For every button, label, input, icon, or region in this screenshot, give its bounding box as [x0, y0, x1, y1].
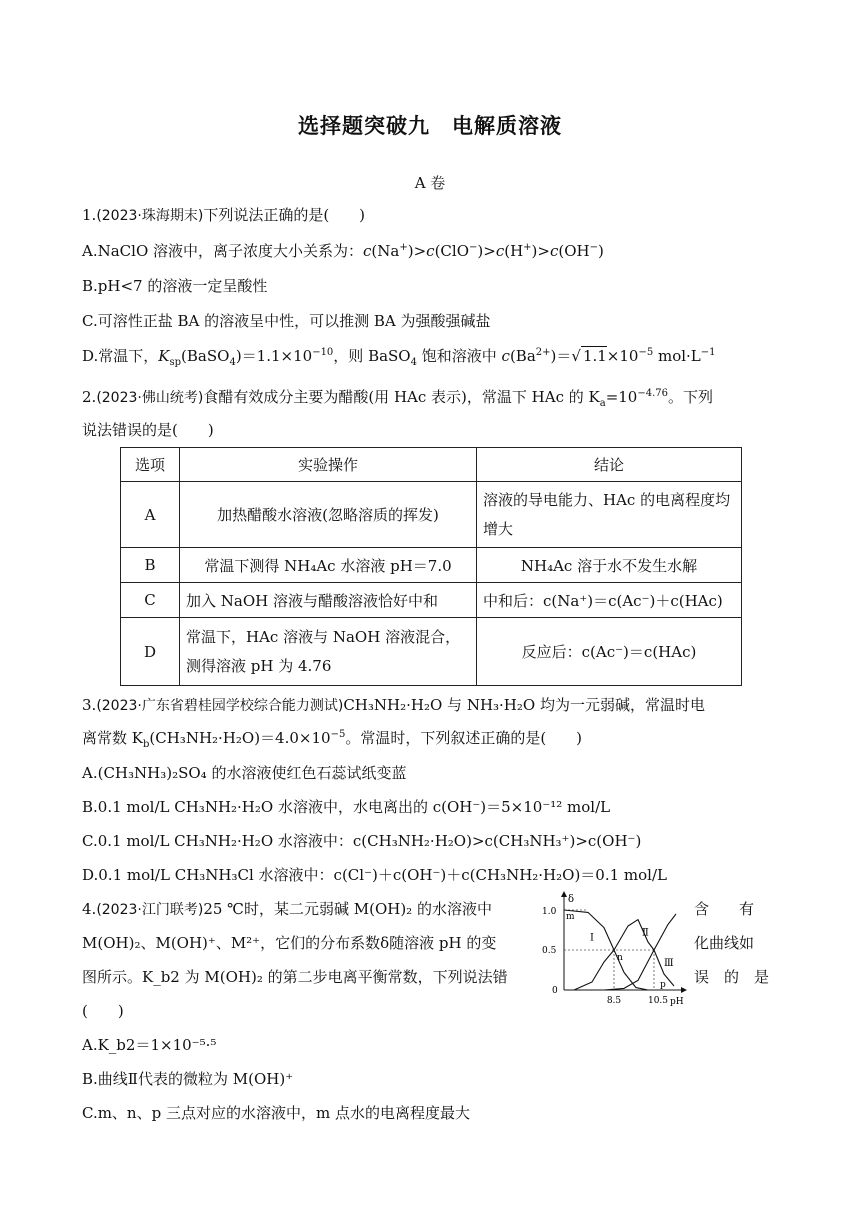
- point-label-n: n: [617, 953, 623, 963]
- q1-option-c: C.可溶性正盐 BA 的溶液呈中性，可以推测 BA 为强酸强碱盐: [82, 312, 491, 330]
- q3-source: (2023·广东省碧桂园学校综合能力测试): [96, 698, 344, 714]
- distribution-chart: [532, 890, 692, 1008]
- q2-source: (2023·佛山统考): [96, 390, 204, 406]
- q3-stem: 3.(2023·广东省碧桂园学校综合能力测试)CH₃NH₂·H₂O 与 NH₃·H₂O 均为一元弱碱，常温时电: [82, 696, 705, 714]
- row-operation: 加热醋酸水溶液(忽略溶质的挥发): [180, 482, 477, 548]
- q3-option-b: B.0.1 mol/L CH₃NH₂·H₂O 水溶液中，水电离出的 c(OH⁻)＝5×10⁻¹² mol/L: [82, 798, 611, 816]
- q4-option-a: A.K_b2＝1×10⁻⁵·⁵: [82, 1036, 217, 1054]
- series-labels: [590, 928, 674, 969]
- q4-line3-right: 误 的 是: [694, 968, 770, 986]
- q1-option-a: A.NaClO 溶液中，离子浓度大小关系为：c(Na+)>c(ClO−)>c(H+)>c(OH−): [82, 242, 604, 260]
- table-header-row: [121, 448, 742, 482]
- point-label-p: p: [660, 980, 666, 990]
- x-tick-label: 10.5: [647, 996, 669, 1006]
- table-row: [121, 583, 742, 618]
- q4-line2: M(OH)₂、M(OH)⁺、M²⁺，它们的分布系数δ随溶液 pH 的变: [82, 934, 497, 952]
- q4-line3: 图所示。K_b2 为 M(OH)₂ 的第二步电离平衡常数，下列说法错: [82, 968, 508, 986]
- y-tick-label: 0.5: [542, 946, 557, 956]
- row-conclusion: NH₄Ac 溶于水不发生水解: [477, 548, 742, 583]
- section-heading: A 卷: [414, 174, 446, 192]
- row-option: A: [121, 482, 180, 548]
- q1-source: (2023·珠海期末): [96, 208, 204, 224]
- q1-stem: 1.(2023·珠海期末)下列说法正确的是( ): [82, 206, 366, 224]
- q2-table: [120, 447, 742, 686]
- q3-stem-line2: 离常数 $K_b(CH_3NH_2\cdot H_2O)=4.0\times 10^{-5}$。常温时，下列叙述正确的是( ): [82, 729, 583, 750]
- q4-option-c: C.m、n、p 三点对应的水溶液中，m 点水的电离程度最大: [82, 1104, 470, 1122]
- q4-line4: ( ): [82, 1002, 124, 1020]
- point-label-m: m: [566, 912, 575, 922]
- row-operation: 加入 NaOH 溶液与醋酸溶液恰好中和: [180, 583, 477, 618]
- row-conclusion: 中和后：c(Na⁺)＝c(Ac⁻)＋c(HAc): [477, 583, 742, 618]
- q4-line2-right: 化曲线如: [694, 934, 755, 952]
- row-operation: 常温下，HAc 溶液与 NaOH 溶液混合，测得溶液 pH 为 4.76: [180, 618, 477, 686]
- q3-option-d: D.0.1 mol/L CH₃NH₃Cl 水溶液中：c(Cl⁻)＋c(OH⁻)＋c(CH₃NH₂·H₂O)＝0.1 mol/L: [82, 866, 667, 884]
- table-row: [121, 548, 742, 583]
- page-title: 选择题突破九 电解质溶液: [298, 114, 562, 138]
- q1-option-d: D.常温下，$K_{sp}(BaSO_4)=1.1\times 10^{-10}$，则 BaSO$_4$ 饱和溶液中 $c(Ba^{2+})=√$ $1.1\times 10^{-5}$ $mol\cdot L^{-1}$: [82, 347, 716, 368]
- q2-stem-line2: 说法错误的是( ): [82, 421, 214, 439]
- y-tick-label: 1.0: [542, 907, 557, 917]
- row-conclusion: 反应后：c(Ac⁻)＝c(HAc): [477, 618, 742, 686]
- q1-option-b: B.pH<7 的溶液一定呈酸性: [82, 277, 268, 295]
- row-option: B: [121, 548, 180, 583]
- q4-stem: 4.(2023·江门联考)25 ℃时，某二元弱碱 M(OH)₂ 的水溶液中: [82, 900, 492, 918]
- q4-option-b: B.曲线Ⅱ代表的微粒为 M(OH)⁺: [82, 1070, 294, 1088]
- q3-option-a: A.(CH₃NH₃)₂SO₄ 的水溶液使红色石蕊试纸变蓝: [82, 764, 407, 782]
- q3-option-c: C.0.1 mol/L CH₃NH₂·H₂O 水溶液中：c(CH₃NH₂·H₂O)>c(CH₃NH₃⁺)>c(OH⁻): [82, 832, 642, 850]
- x-axis-label: pH: [670, 997, 684, 1007]
- series-line: [574, 920, 674, 990]
- sqrt-value: 1.1: [582, 347, 607, 365]
- series-label: Ⅲ: [664, 958, 674, 969]
- row-operation: 常温下测得 NH₄Ac 水溶液 pH＝7.0: [180, 548, 477, 583]
- row-option: D: [121, 618, 180, 686]
- q4-line1-right: 含 有: [694, 900, 755, 918]
- q4-source: (2023·江门联考): [96, 902, 204, 918]
- series-label: Ⅰ: [590, 932, 594, 944]
- y-axis-label: δ: [568, 894, 575, 905]
- dashed-guides: [564, 910, 654, 990]
- header-operation: 实验操作: [180, 448, 477, 482]
- y-tick-label: 0: [552, 986, 558, 996]
- header-option: 选项: [121, 448, 180, 482]
- q2-stem: 2.(2023·佛山统考)食醋有效成分主要为醋酸(用 HAc 表示)，常温下 HAc 的 $K_a=10^{-4.76}$。下列: [82, 388, 714, 409]
- row-conclusion: 溶液的导电能力、HAc 的电离程度均增大: [477, 482, 742, 548]
- x-tick-label: 8.5: [606, 996, 622, 1006]
- table-row: [121, 618, 742, 686]
- series-label: Ⅱ: [642, 927, 649, 939]
- row-option: C: [121, 583, 180, 618]
- header-conclusion: 结论: [477, 448, 742, 482]
- table-row: [121, 482, 742, 548]
